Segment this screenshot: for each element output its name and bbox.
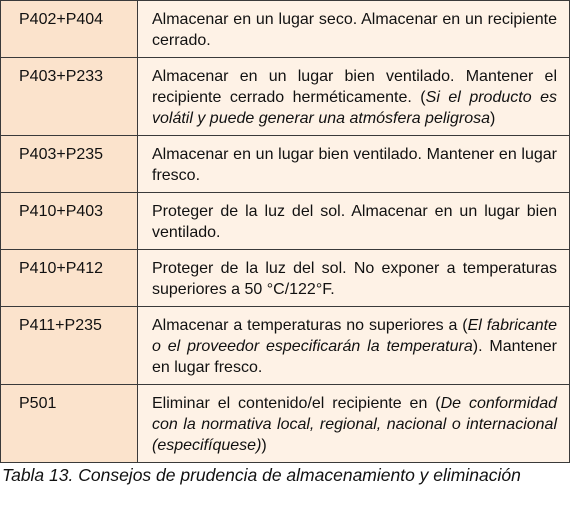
statement-text-part: Proteger de la luz del sol. Almacenar en un lugar bien ventilado. [152,203,557,241]
statement-text [138,385,570,463]
table-row [1,250,570,307]
statement-text-part: Almacenar en un lugar bien ventilado. Mantener en lugar fresco. [152,146,557,184]
statement-text-part: Proteger de la luz del sol. No exponer a temperaturas superiores a 50 °C/122°F. [152,260,557,298]
statement-code: P501 [1,385,138,463]
statement-text-italic: El fabricante o el proveedor especificarán la temperatura [152,317,557,355]
statement-code: P403+P233 [1,58,138,136]
statement-text-part: ) [489,110,496,127]
statement-code: P402+P404 [1,1,138,58]
statement-text-part: Almacenar en un lugar seco. Almacenar en un recipiente cerrado. [152,11,557,49]
table-row [1,385,570,463]
statement-text-italic: De conformidad con la normativa local, regional, nacional o internacional (especifíquese) [152,395,557,454]
table-row [1,307,570,385]
statement-text-part: Almacenar en un lugar bien ventilado. Mantener el recipiente cerrado herméticamente. ( [152,68,557,106]
statement-text-part: Almacenar a temperaturas no superiores a ( [152,317,468,334]
statement-code: P410+P412 [1,250,138,307]
statement-text-part: Eliminar el contenido/el recipiente en ( [152,395,441,412]
table-caption: Tabla 13. Consejos de prudencia de almacenamiento y eliminación [2,465,521,485]
statement-code: P410+P403 [1,193,138,250]
statement-text [138,136,570,193]
table-row [1,193,570,250]
statement-code: P403+P235 [1,136,138,193]
statement-text-part: ). Mantener en lugar fresco. [152,338,558,376]
statement-text [138,193,570,250]
table-row [1,58,570,136]
statement-text [138,307,570,385]
table-row [1,136,570,193]
statement-text [138,58,570,136]
statement-text-italic: Si el producto es volátil y puede generar una atmósfera peligrosa [152,89,558,127]
statement-code: P411+P235 [1,307,138,385]
statement-text [138,250,570,307]
statement-text [138,1,570,58]
table-row [1,1,570,58]
statement-text-part: ) [261,437,267,454]
